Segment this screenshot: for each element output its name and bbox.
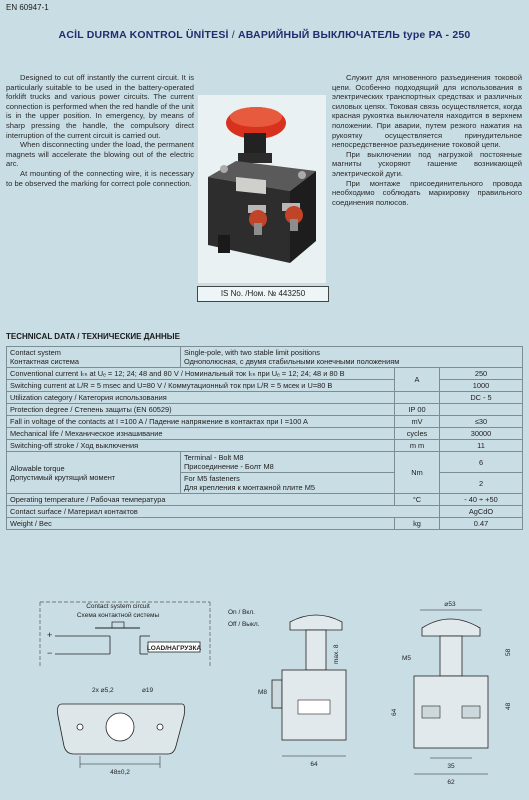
table-row	[7, 380, 523, 392]
load-label: LOAD/НАГРУЗКА	[146, 645, 202, 652]
spec-unit: kg	[395, 518, 440, 530]
spec-value	[440, 404, 523, 416]
title-turkish: ACİL DURMA KONTROL ÜNİTESİ	[58, 29, 229, 41]
spec-unit: A	[395, 368, 440, 392]
description-ru-paragraph: При выключении под нагрузкой постоянные магниты ускоряют гашение возникающей электрической дуги.	[332, 149, 522, 178]
table-row	[7, 368, 523, 380]
description-russian	[332, 73, 522, 207]
spec-label-ru: Допустимый крутящий момент	[10, 472, 116, 482]
spec-sublabel	[180, 473, 394, 494]
spec-label	[7, 452, 181, 494]
circuit-title-en: Contact system circuit	[86, 603, 150, 610]
spec-label: Protection degree / Степень защиты (EN 60529)	[7, 404, 395, 416]
spec-sublabel-ru: Для крепления к монтажной плите М5	[183, 483, 315, 492]
table-row	[7, 416, 523, 428]
spec-value: - 40 ÷ +50	[440, 494, 523, 506]
title-separator: /	[231, 29, 235, 41]
standard-label: EN 60947-1	[6, 3, 49, 12]
spec-label-en: Allowable torque	[10, 463, 65, 473]
spec-label: Mechanical life / Механическое изнашивание	[7, 428, 395, 440]
spec-value	[180, 347, 522, 368]
table-row	[7, 518, 523, 530]
dim62-label: 62	[447, 779, 455, 786]
spec-label	[7, 347, 181, 368]
spec-label: Contact surface / Материал контактов	[7, 506, 440, 518]
description-en-paragraph: At mounting of the connecting wire, it is necessary to be observed the marking for correct pole connection.	[6, 168, 194, 188]
dim58-label: 58	[505, 648, 512, 656]
spec-unit: cycles	[395, 428, 440, 440]
spec-value: AgCdO	[440, 506, 523, 518]
spec-value-ru: Однополюсная, с двумя стабильными конечными положениям	[183, 357, 400, 366]
dim35-label: 35	[447, 763, 455, 770]
table-row	[7, 428, 523, 440]
spec-value: 250	[440, 368, 523, 380]
hole-diameter-label: ⌀19	[142, 687, 154, 694]
table-row	[7, 440, 523, 452]
description-en-paragraph: When disconnecting under the load, the permanent magnets will accelerate the blowing out of the electric arc.	[6, 140, 194, 169]
m5-label: M5	[402, 655, 412, 662]
spec-label-ru: Контактная система	[10, 357, 79, 366]
spec-label: Utilization category / Категория использования	[7, 392, 395, 404]
spec-label: Switching current at L/R = 5 msec and U=80 V / Коммутационный ток при L/R = 5 мсек и U=80 В	[7, 380, 395, 392]
product-photo	[198, 95, 326, 283]
spec-label: Switching-off stroke / Ход выключения	[7, 440, 395, 452]
spec-unit: Nm	[395, 452, 440, 494]
spec-unit: mV	[395, 416, 440, 428]
description-english	[6, 73, 194, 188]
dim64-label: 64	[391, 708, 398, 716]
spec-sublabel-en: Terminal - Bolt M8	[183, 453, 244, 462]
table-row	[7, 347, 523, 368]
circuit-title-ru: Схема контактной системы	[76, 612, 160, 619]
spec-sublabel-ru: Присоединение - Болт М8	[183, 462, 274, 471]
d53-label: ⌀53	[444, 601, 456, 608]
on-label: On / Вкл.	[228, 609, 255, 616]
spec-sublabel-en: For M5 fasteners	[183, 474, 240, 483]
plus-terminal-icon: +	[47, 630, 53, 640]
circuit-and-mounting-drawing	[0, 596, 220, 796]
spec-value-en: Single-pole, with two stable limit positions	[183, 348, 320, 357]
spec-unit	[395, 392, 440, 404]
spec-sublabel	[180, 452, 394, 473]
certificate-box: IS No. /Ном. № 443250	[197, 286, 329, 302]
spec-label: Fall in voltage of the contacts at I =100 A / Падение напряжение в контактах при I =100 A	[7, 416, 395, 428]
table-row	[7, 404, 523, 416]
spec-value: 2	[440, 473, 523, 494]
spec-label-en: Contact system	[10, 348, 61, 357]
title-russian: АВАРИЙНЫЙ ВЫКЛЮЧАТЕЛЬ type PA - 250	[238, 29, 471, 41]
spec-value: 30000	[440, 428, 523, 440]
spec-label: Operating temperature / Рабочая температура	[7, 494, 395, 506]
technical-data-table	[6, 346, 523, 530]
side-view-drawing	[228, 600, 348, 796]
holes-label: 2x ⌀5,2	[92, 687, 114, 694]
front-view-drawing	[390, 598, 525, 796]
spec-unit: m m	[395, 440, 440, 452]
minus-terminal-icon: −	[47, 648, 53, 658]
table-row	[7, 392, 523, 404]
spec-value: DC - 5	[440, 392, 523, 404]
width-label-side: 64	[310, 761, 318, 768]
spec-value: 0.47	[440, 518, 523, 530]
spec-value: 6	[440, 452, 523, 473]
spec-label: Weight / Вес	[7, 518, 395, 530]
table-row	[7, 494, 523, 506]
m8-label: M8	[258, 689, 268, 696]
spacing-label: 48±0,2	[110, 769, 130, 776]
spec-unit: IP 00	[395, 404, 440, 416]
spec-value: 11	[440, 440, 523, 452]
off-label: Off / Выкл.	[228, 621, 260, 628]
table-row	[7, 452, 523, 473]
description-ru-paragraph: При монтаже присоединительного провода необходимо соблюдать маркировку правильного соединения полюсов.	[332, 178, 522, 207]
spec-value: 1000	[440, 380, 523, 392]
description-ru-paragraph: Служит для мгновенного разъединения токовой цепи. Особенно подходящий для использования в электрических транспортных средствах и различных силовых цепях. Токовая связь осуществляется, когда красная рукоятка выключателя находится в верхнем положении. При аварии, путем резкого нажатия на рукоятку осуществляется принудительное непосредственное разъединение токовой цепи.	[332, 73, 522, 150]
spec-value: ≤30	[440, 416, 523, 428]
spec-unit: °C	[395, 494, 440, 506]
max8-label: max. 8	[333, 644, 340, 664]
description-en-paragraph: Designed to cut off instantly the current circuit. It is particularly suitable to be used in the battery-operated forklift trucks and various power circuits. The current connection is performed when the red handle of the unit is in the upper position. In emergency, by means of sharp pressing the handle, the compulsory direct interruption of the current circuit is carried out.	[6, 73, 194, 140]
dim48-label: 48	[505, 702, 512, 710]
spec-label: Conventional current Iₜₕ at Uₑ = 12; 24; 48 and 80 V / Номинальный ток Iₜₕ при Uₑ = 12; 24; 48 и 80 В	[7, 368, 395, 380]
table-row	[7, 506, 523, 518]
technical-data-header: TECHNICAL DATA / ТЕХНИЧЕСКИЕ ДАННЫЕ	[6, 332, 180, 341]
page-title	[0, 29, 529, 41]
